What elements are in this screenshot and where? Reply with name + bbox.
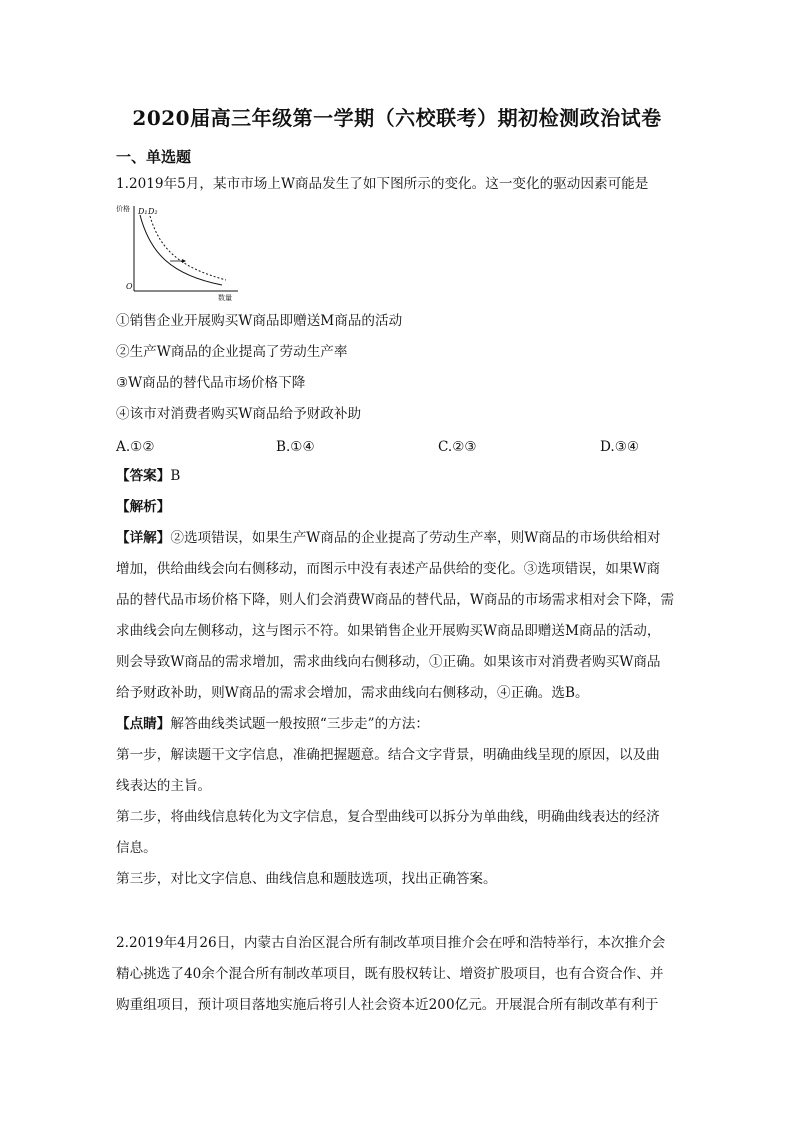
question-2-text: 2.2019年4月26日，内蒙古自治区混合所有制改革项目推介会在呼和浩特举行，本次推介会 xyxy=(116,935,666,951)
axis-label-price: 价格 xyxy=(116,205,130,213)
demand-curve-d1 xyxy=(140,215,222,285)
axis-label-quantity: 数量 xyxy=(218,294,232,302)
point-text: 解答曲线类试题一般按照“三步走”的方法： xyxy=(170,716,429,732)
detail-text: 则会导致W商品的需求增加，需求曲线向右侧移动，①正确。如果该市对消费者购买W商品 xyxy=(116,654,661,670)
answer-tag: 【答案】 xyxy=(116,468,171,484)
point-tag: 【点睛】 xyxy=(116,716,171,732)
analysis-tag: 【解析】 xyxy=(116,499,171,515)
answer-line xyxy=(116,470,180,484)
origin-label: O xyxy=(126,282,133,291)
option-d: D.③④ xyxy=(600,439,640,455)
curve-label-d1: D₁ xyxy=(138,207,148,216)
step-text: 第一步，解读题干文字信息，准确把握题意。结合文字背景，明确曲线呈现的原因，以及曲 xyxy=(116,747,660,763)
question-1-item: ①销售企业开展购买W商品即赠送M商品的活动 xyxy=(116,313,403,329)
detail-text: ②选项错误，如果生产W商品的企业提高了劳动生产率，则W商品的市场供给相对 xyxy=(170,530,661,546)
detail-tag: 【详解】 xyxy=(116,530,171,546)
step-text: 线表达的主旨。 xyxy=(116,778,212,794)
demand-curve-figure xyxy=(116,203,244,303)
shift-arrow-head xyxy=(182,259,186,263)
step-text: 第二步，将曲线信息转化为文字信息，复合型曲线可以拆分为单曲线，明确曲线表达的经济 xyxy=(116,809,660,825)
option-b: B.①④ xyxy=(276,439,315,455)
question-1-item: ④该市对消费者购买W商品给予财政补助 xyxy=(116,406,362,422)
question-1-item: ②生产W商品的企业提高了劳动生产率 xyxy=(116,344,348,360)
page-title: 2020届高三年级第一学期（六校联考）期初检测政治试卷 xyxy=(132,106,662,130)
question-2-text: 精心挑选了40余个混合所有制改革项目，既有股权转让、增资扩股项目，也有合资合作、并 xyxy=(116,966,664,982)
detail-text: 给予财政补助，则W商品的需求会增加，需求曲线向右侧移动，④正确。选B。 xyxy=(116,685,589,701)
question-2-text: 购重组项目，预计项目落地实施后将引人社会资本近200亿元。开展混合所有制改革有利于 xyxy=(116,997,659,1013)
answer-value: B xyxy=(170,468,181,484)
demand-curve-d2 xyxy=(150,216,226,280)
point-line xyxy=(116,718,429,732)
detail-text: 品的替代品市场价格下降，则人们会消费W商品的替代品，W商品的市场需求相对会下降，需 xyxy=(116,592,675,608)
option-c: C.②③ xyxy=(438,439,477,455)
curve-label-d2: D₂ xyxy=(148,207,158,216)
question-1-stem: 1.2019年5月，某市市场上W商品发生了如下图所示的变化。这一变化的驱动因素可能是 xyxy=(116,176,649,192)
step-text: 信息。 xyxy=(116,840,157,856)
detail-line xyxy=(116,532,661,546)
option-a: A.①② xyxy=(116,439,155,455)
step-text: 第三步，对比文字信息、曲线信息和题肢选项，找出正确答案。 xyxy=(116,871,497,887)
section-heading: 一、单选题 xyxy=(116,148,192,166)
question-1-options xyxy=(116,439,676,455)
detail-text: 增加，供给曲线会向右侧移动，而图示中没有表述产品供给的变化。③选项错误，如果W商 xyxy=(116,561,661,577)
question-1-item: ③W商品的替代品市场价格下降 xyxy=(116,375,306,391)
detail-text: 求曲线会向左侧移动，这与图示不符。如果销售企业开展购买W商品即赠送M商品的活动， xyxy=(116,623,661,639)
